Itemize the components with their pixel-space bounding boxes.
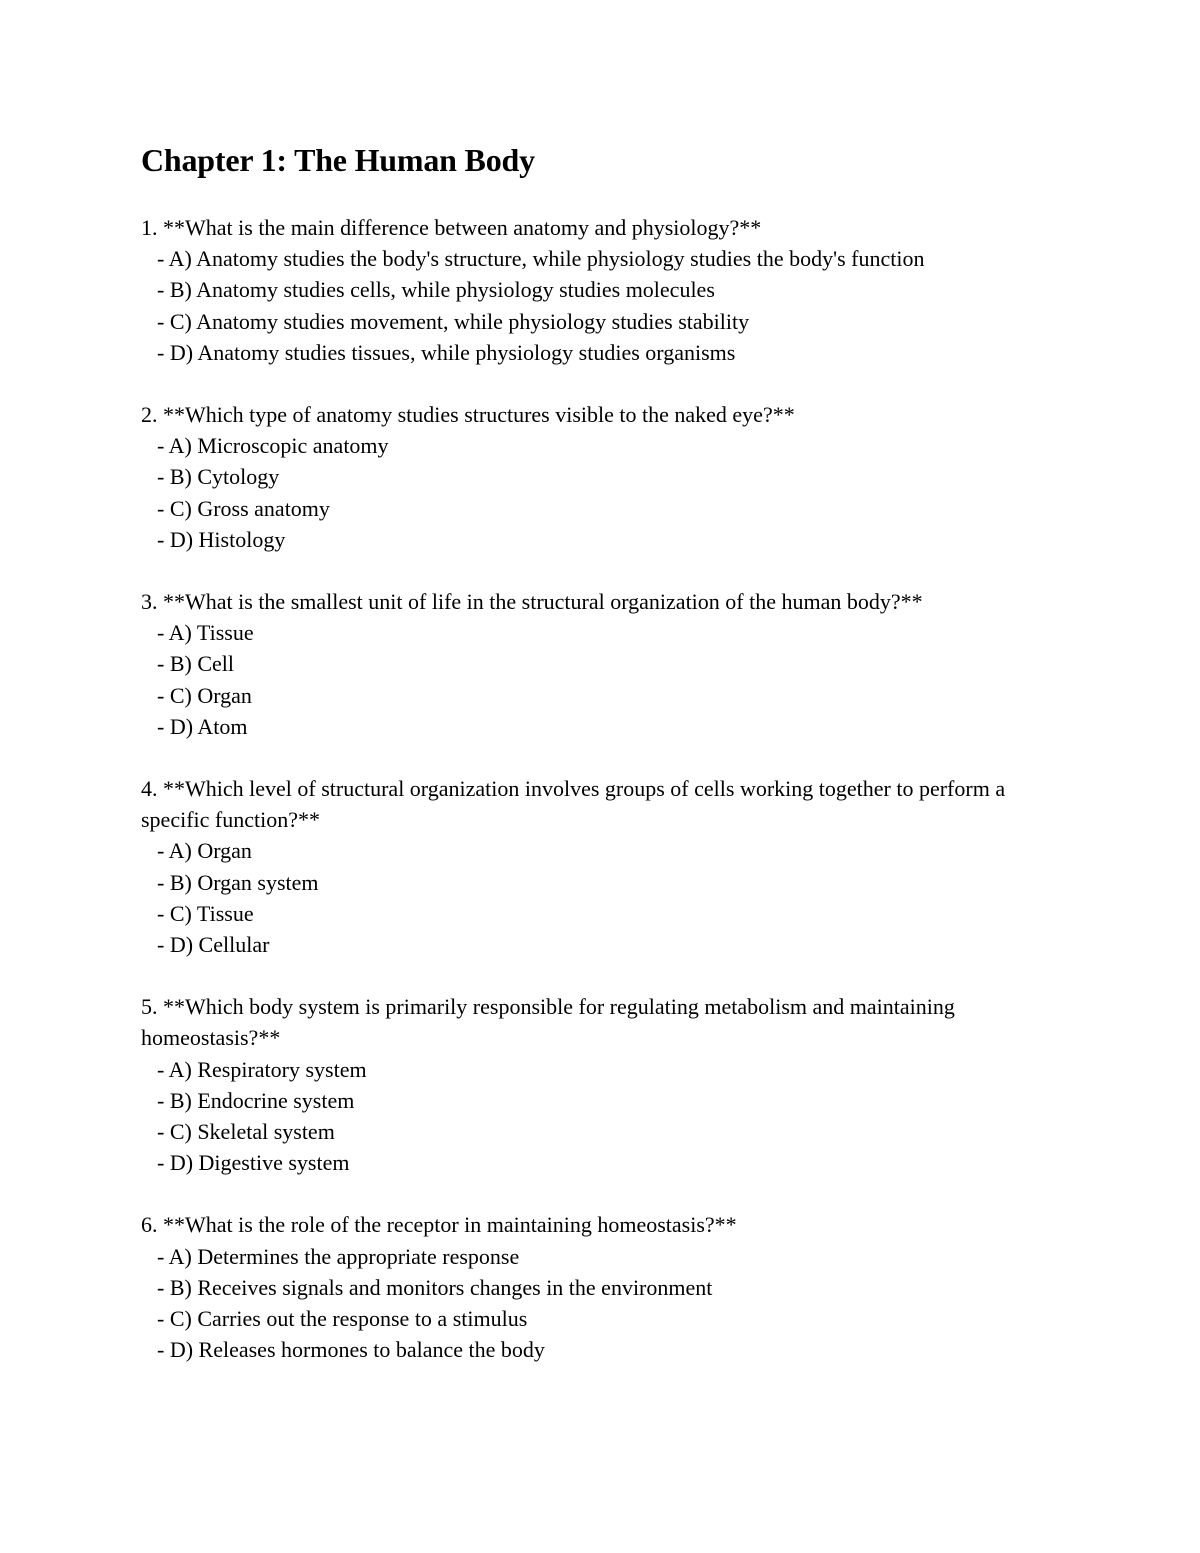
question-2: [141, 399, 1061, 555]
answer-option-a: - A) Respiratory system: [157, 1056, 367, 1082]
answer-option-c: - C) Skeletal system: [157, 1119, 335, 1145]
document-page: [141, 140, 1061, 1397]
question-text: 3. **What is the smallest unit of life in the structural organization of the human body?**: [141, 589, 923, 615]
question-3: [141, 586, 1061, 742]
answer-option-c: - C) Organ: [157, 682, 252, 708]
answer-option-c: - C) Gross anatomy: [157, 495, 330, 521]
answer-option-a: - A) Organ: [157, 838, 252, 864]
answer-option-b: - B) Organ system: [157, 869, 319, 895]
answer-option-c: - C) Carries out the response to a stimulus: [157, 1306, 528, 1332]
answer-option-d: - D) Anatomy studies tissues, while physiology studies organisms: [157, 339, 736, 365]
answer-option-d: - D) Histology: [157, 526, 286, 552]
answer-option-b: - B) Cell: [157, 651, 234, 677]
question-text: 6. **What is the role of the receptor in maintaining homeostasis?**: [141, 1212, 737, 1238]
question-1: [141, 212, 1061, 368]
answer-option-a: - A) Microscopic anatomy: [157, 433, 389, 459]
answer-option-c: - C) Anatomy studies movement, while physiology studies stability: [157, 308, 750, 334]
answer-option-b: - B) Endocrine system: [157, 1087, 355, 1113]
question-text: 1. **What is the main difference between anatomy and physiology?**: [141, 215, 762, 240]
chapter-title: Chapter 1: The Human Body: [141, 142, 535, 178]
question-text: 5. **Which body system is primarily responsible for regulating metabolism and maintaining homeostasis?**: [141, 994, 955, 1051]
answer-option-b: - B) Anatomy studies cells, while physiology studies molecules: [157, 277, 715, 303]
question-4: [141, 773, 1061, 960]
question-text: 4. **Which level of structural organization involves groups of cells working together to perform a specific function?**: [141, 776, 1006, 833]
answer-option-b: - B) Receives signals and monitors changes in the environment: [157, 1274, 713, 1300]
answer-option-a: - A) Tissue: [157, 620, 254, 646]
answer-option-d: - D) Digestive system: [157, 1150, 350, 1176]
answer-option-b: - B) Cytology: [157, 464, 280, 490]
answer-option-d: - D) Cellular: [157, 932, 270, 958]
answer-option-d: - D) Atom: [157, 713, 248, 739]
answer-option-a: - A) Anatomy studies the body's structure, while physiology studies the body's function: [157, 246, 925, 272]
answer-option-d: - D) Releases hormones to balance the body: [157, 1337, 545, 1363]
answer-option-a: - A) Determines the appropriate response: [157, 1243, 520, 1269]
question-text: 2. **Which type of anatomy studies structures visible to the naked eye?**: [141, 402, 795, 428]
question-5: [141, 991, 1061, 1178]
answer-option-c: - C) Tissue: [157, 900, 254, 926]
question-6: [141, 1209, 1061, 1365]
